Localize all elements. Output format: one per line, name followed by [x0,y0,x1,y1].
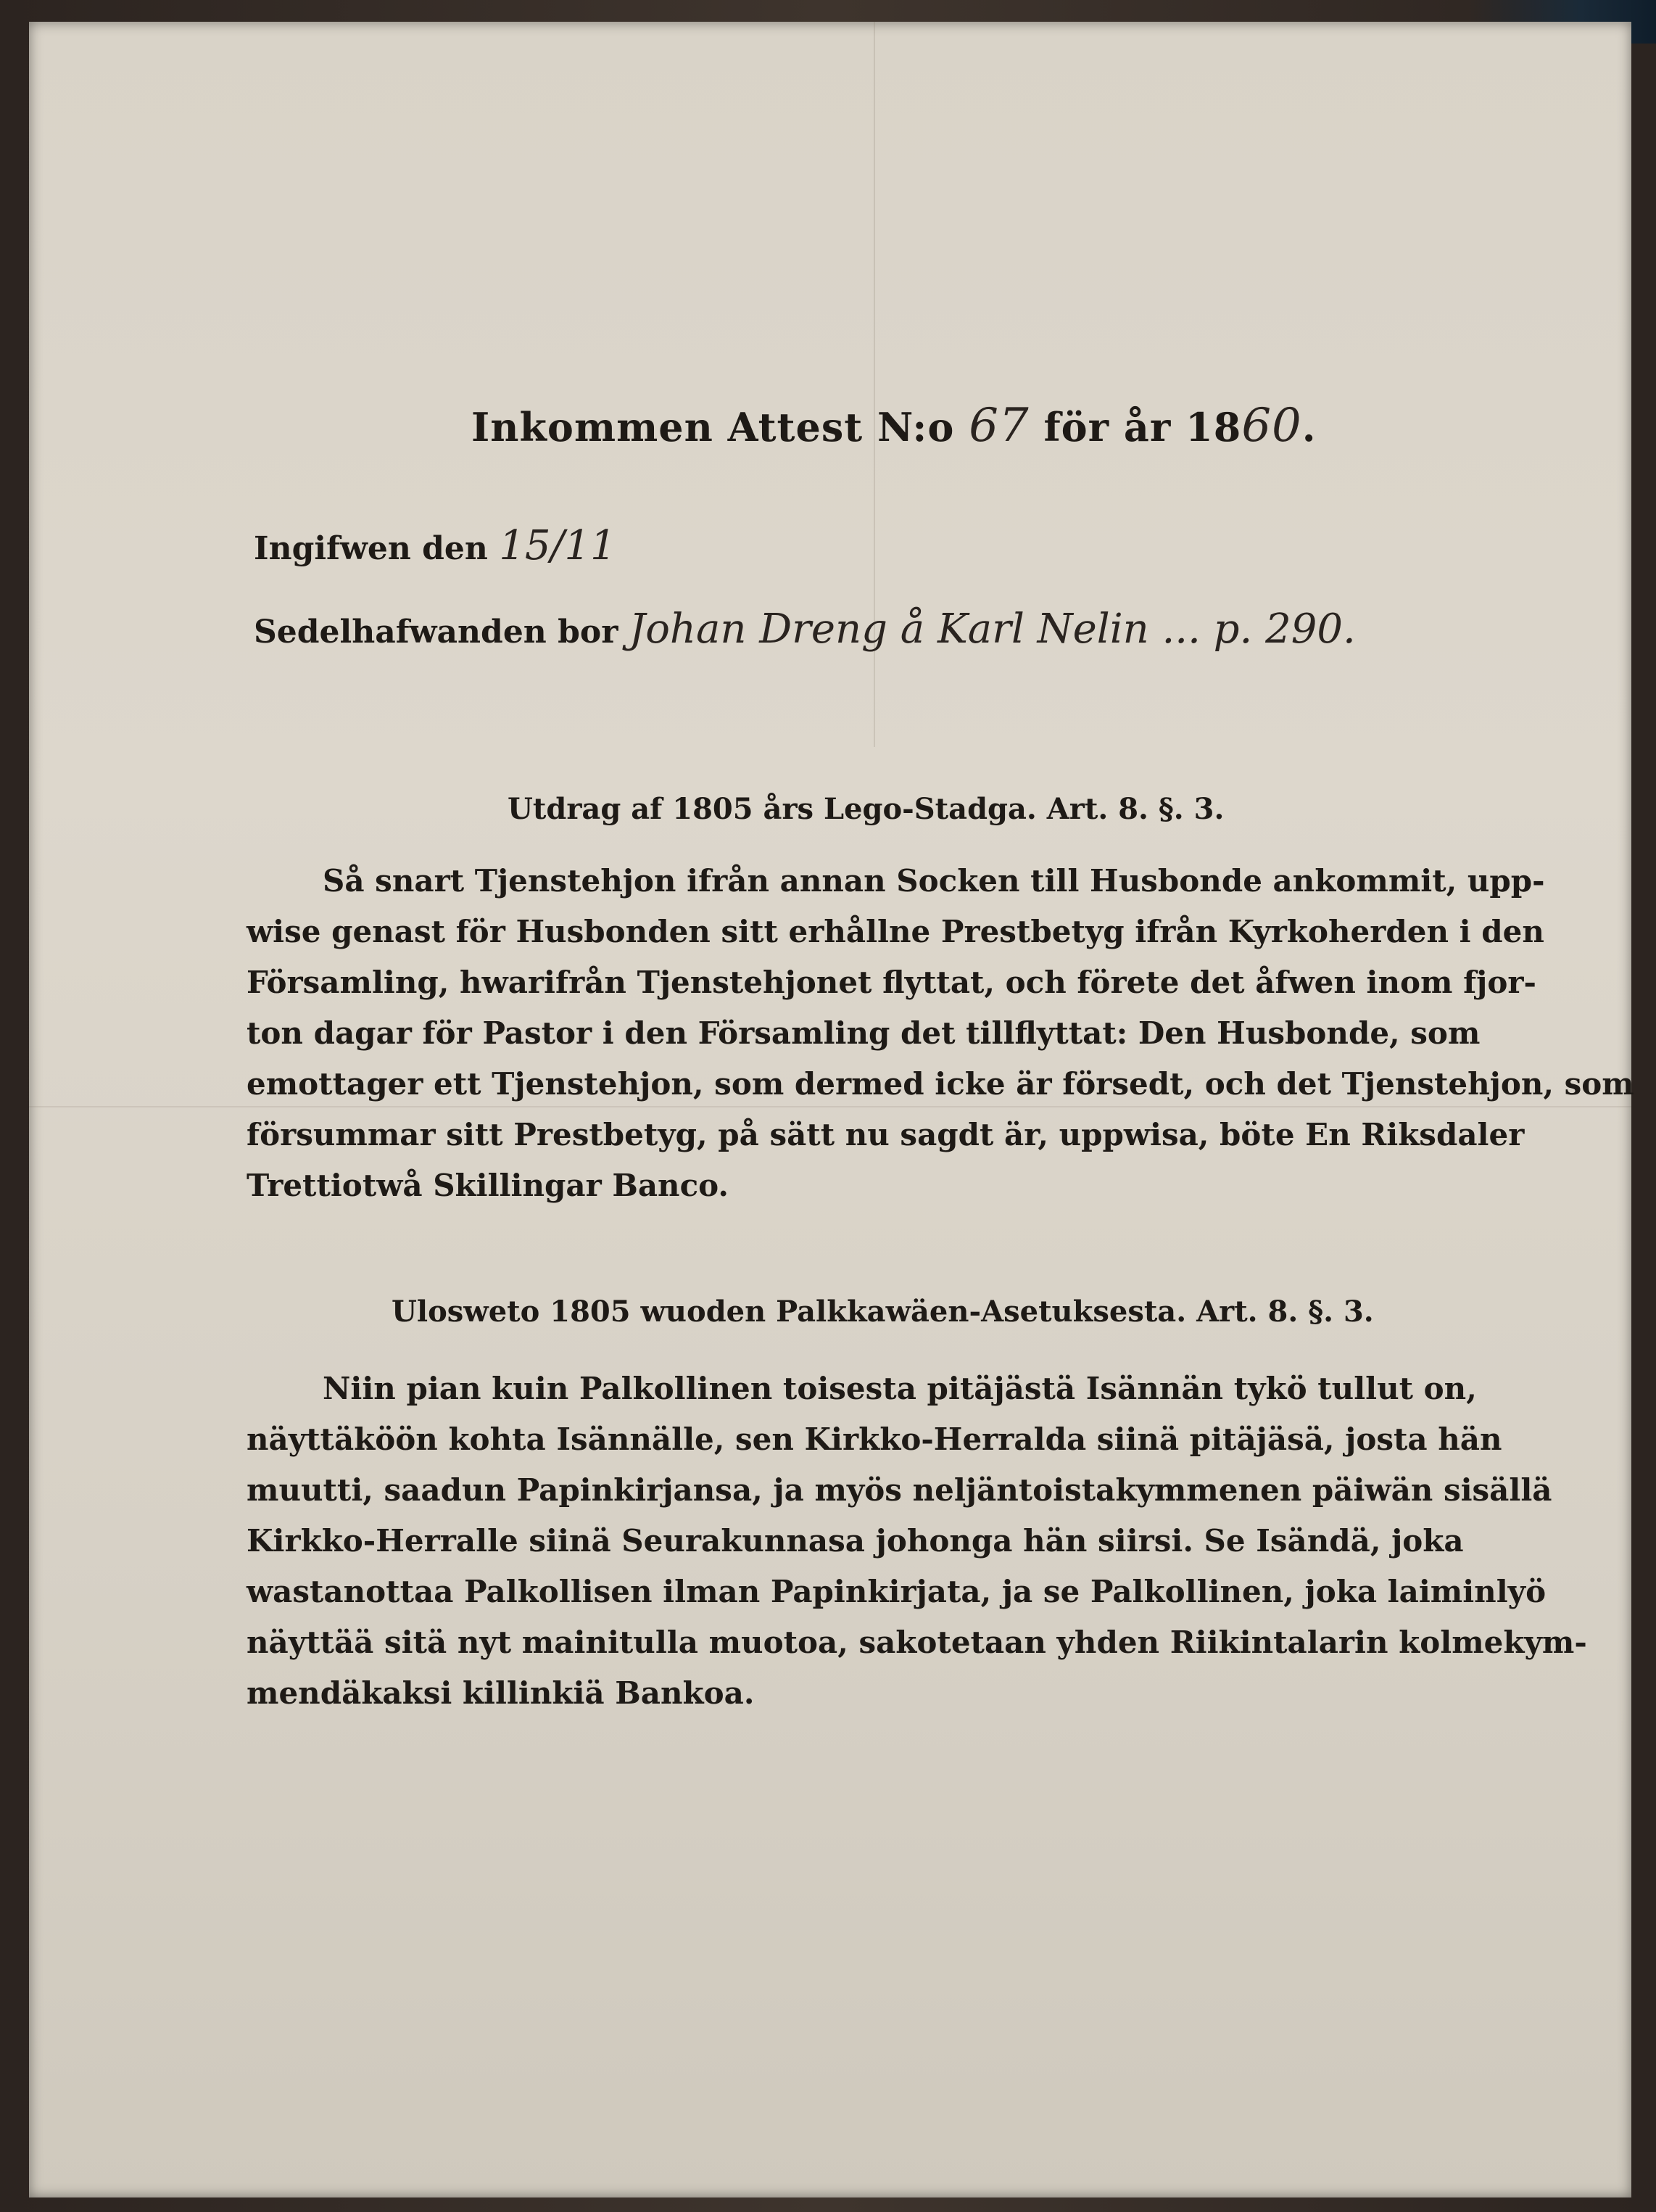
swedish-line: emottager ett Tjenstehjon, som dermed icke är försedt, och det Tjenstehjon, som [247,1066,1634,1102]
received-label: Ingifwen den [254,530,488,567]
swedish-line: Trettiotwå Skillingar Banco. [247,1168,729,1203]
handwritten-number: 67 [969,399,1030,453]
received-date-field [254,522,616,569]
finnish-line: Kirkko-Herralle siinä Seurakunnasa johonga hän siirsi. Se Isändä, joka [247,1523,1464,1559]
swedish-section-heading: Utdrag af 1805 års Lego-Stadga. Art. 8. §. 3. [508,792,1225,826]
certificate-title [471,399,1317,453]
swedish-line: Så snart Tjenstehjon ifrån annan Socken till Husbonde ankommit, upp- [323,863,1545,899]
swedish-line: wise genast för Husbonden sitt erhållne Prestbetyg ifrån Kyrkoherden i den [247,914,1544,949]
resident-label: Sedelhafwanden bor [254,614,618,651]
swedish-paragraph [247,856,1634,1211]
finnish-line: muutti, saadun Papinkirjansa, ja myös neljäntoistakymmenen päiwän sisällä [247,1472,1552,1508]
swedish-line: Församling, hwarifrån Tjenstehjonet flyttat, och förete det åfwen inom fjor- [247,965,1536,1000]
resident-field [254,606,1356,653]
received-date-handwritten: 15/11 [499,522,616,569]
handwritten-year: 60 [1241,399,1302,453]
title-middle: för år 18 [1043,404,1242,450]
finnish-line: wastanottaa Palkollisen ilman Papinkirjata, ja se Palkollinen, joka laiminlyö [247,1574,1547,1609]
title-prefix: Inkommen Attest N:o [471,404,955,450]
swedish-line: försummar sitt Prestbetyg, på sätt nu sagdt är, uppwisa, böte En Riksdaler [247,1117,1525,1152]
finnish-line: näyttäköön kohta Isännälle, sen Kirkko-Herralda siinä pitäjäsä, josta hän [247,1421,1502,1457]
finnish-paragraph [247,1363,1587,1719]
finnish-line: näyttää sitä nyt mainitulla muotoa, sakotetaan yhden Riikintalarin kolmekym- [247,1625,1587,1660]
title-end: . [1301,404,1317,450]
finnish-line: Niin pian kuin Palkollinen toisesta pitäjästä Isännän tykö tullut on, [323,1371,1477,1406]
swedish-line: ton dagar för Pastor i den Församling det tillflyttat: Den Husbonde, som [247,1015,1481,1051]
document-page [29,22,1634,2197]
finnish-section-heading: Ulosweto 1805 wuoden Palkkawäen-Asetuksesta. Art. 8. §. 3. [392,1295,1374,1329]
resident-handwritten: Johan Dreng å Karl Nelin ... p. 290. [629,606,1356,653]
finnish-line: mendäkaksi killinkiä Bankoa. [247,1675,755,1711]
